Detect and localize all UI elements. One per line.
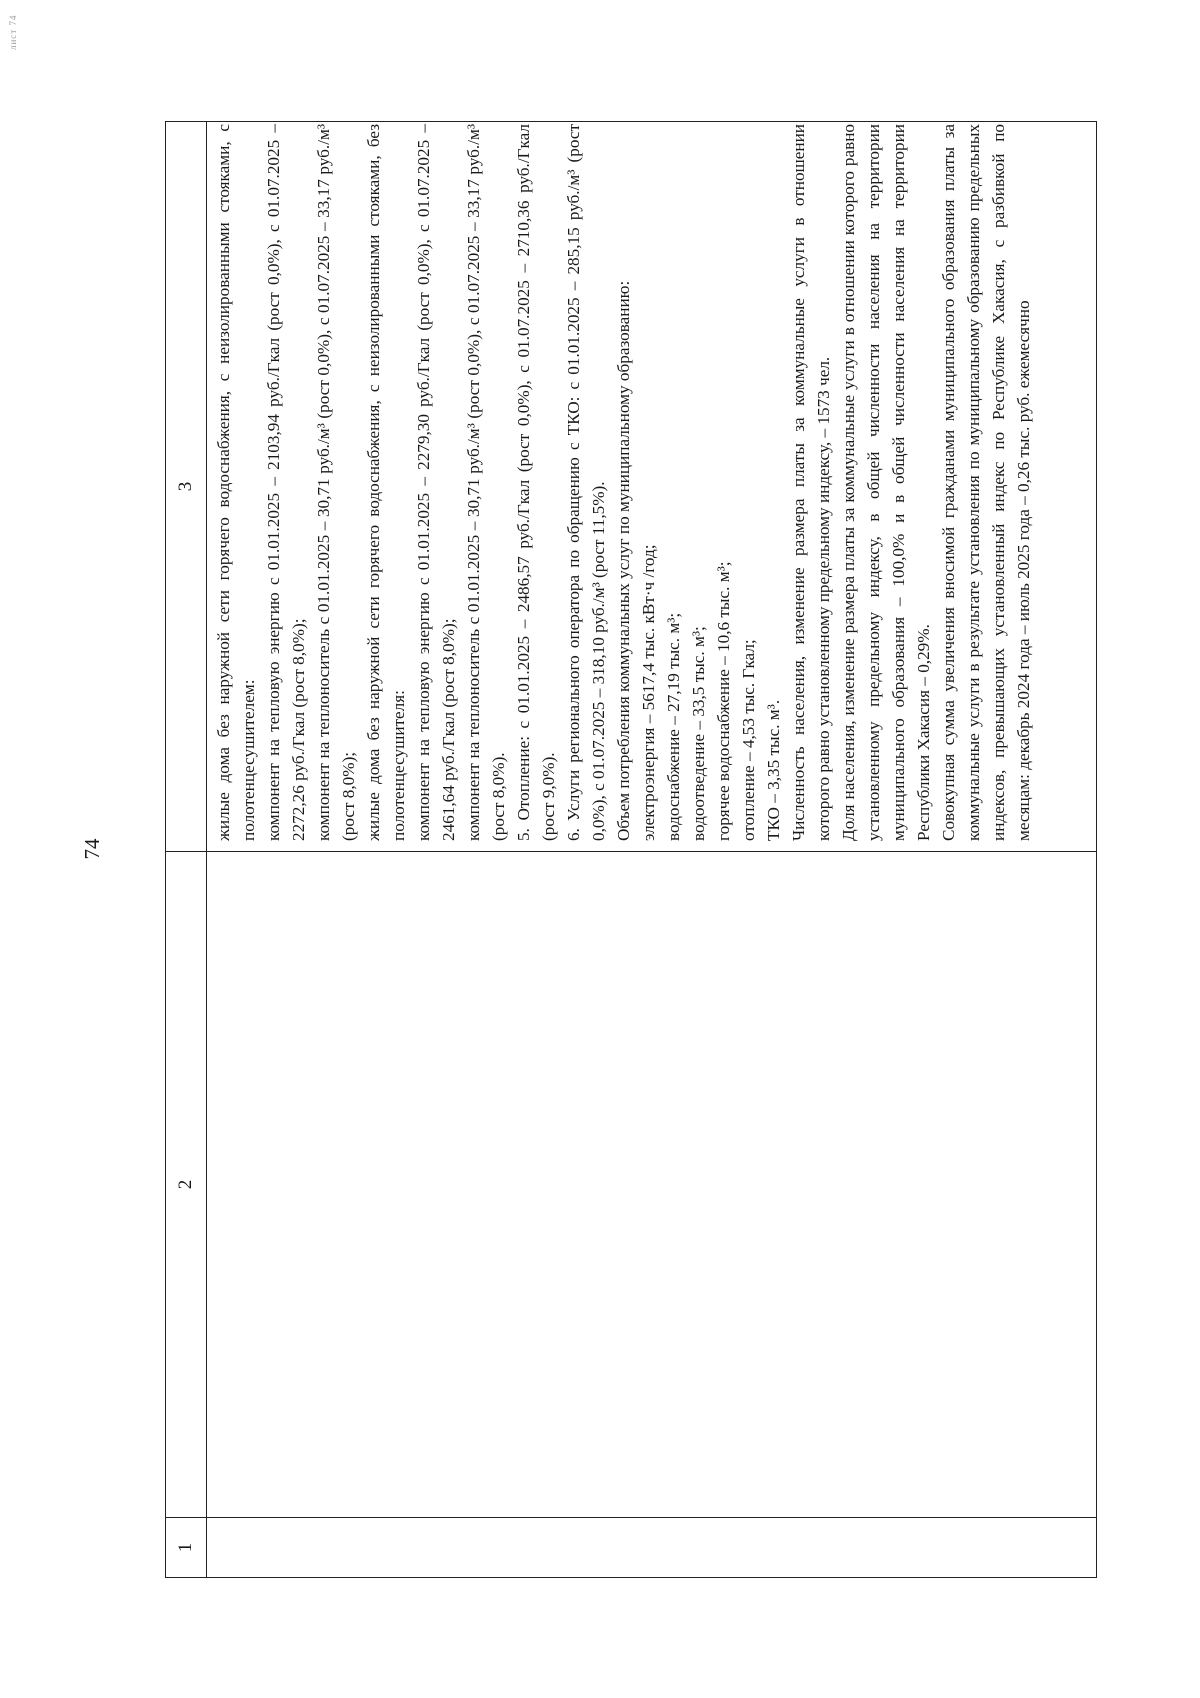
paragraph: Доля населения, изменение размера платы за коммунальные услуги в отношении которого равно установленному предельному индексу, в общей численности населения на территории муниципального образования – 100,0% и в общей численности населения на территории Республики Хакасия – 0,29%.	[839, 124, 933, 841]
cell-col-2	[207, 852, 1097, 1518]
page-number: 74	[80, 838, 104, 860]
list-item: отопление – 4,53 тыс. Гкал;	[739, 639, 758, 841]
list-item: ТКО – 3,35 тыс. м³.	[764, 699, 783, 841]
document-table	[165, 121, 1097, 1578]
paragraph: компонент на теплоноситель с 01.01.2025 – 30,71 руб./м³ (рост 0,0%), с 01.07.2025 – 33,17 руб./м³ (рост 8,0%).	[464, 124, 508, 841]
column-header-1: 1	[166, 1518, 207, 1578]
paragraph: Объем потребления коммунальных услуг по муниципальному образованию:	[614, 280, 633, 841]
list-item: водоснабжение – 27,19 тыс. м³;	[664, 612, 683, 841]
paragraph: компонент на теплоноситель с 01.01.2025 – 30,71 руб./м³ (рост 0,0%), с 01.07.2025 – 33,17 руб./м³ (рост 8,0%);	[314, 124, 358, 841]
paragraph: компонент на тепловую энергию с 01.01.2025 – 2103,94 руб./Гкал (рост 0,0%), с 01.07.2025 – 2272,26 руб./Гкал (рост 8,0%);	[264, 124, 308, 841]
paragraph: Совокупная сумма увеличения вносимой гражданами муниципального образования платы за коммунальные услуги в результате установления по муниципальному образованию предельных индексов, превышающих установленный индекс по Республике Хакасия, с разбивкой по месяцам: декабрь 2024 года – июль 2025 года – 0,26 тыс. руб. ежемесячно	[939, 124, 1033, 841]
table-row	[207, 122, 1097, 1578]
list-item: электроэнергия – 5617,4 тыс. кВт·ч /год;	[639, 544, 658, 841]
paragraph: 5. Отопление: с 01.01.2025 – 2486,57 руб./Гкал (рост 0,0%), с 01.07.2025 – 2710,36 руб./Гкал (рост 9,0%).	[514, 124, 558, 841]
paragraph: Численность населения, изменение размера платы за коммунальные услуги в отношении которого равно установленному предельному индексу, – 1573 чел.	[789, 124, 833, 841]
list-item: горячее водоснабжение – 10,6 тыс. м³;	[714, 561, 733, 841]
column-header-2: 2	[166, 852, 207, 1518]
paragraph: компонент на тепловую энергию с 01.01.2025 – 2279,30 руб./Гкал (рост 0,0%), с 01.07.2025 – 2461,64 руб./Гкал (рост 8,0%);	[414, 124, 458, 841]
list-item: водоотведение – 33,5 тыс. м³;	[689, 626, 708, 841]
table-header-row	[166, 122, 207, 1578]
paragraph: жилые дома без наружной сети горячего водоснабжения, с неизолированными стояками, с полотенцесушителем:	[214, 124, 258, 841]
cell-col-3	[207, 122, 1097, 852]
paragraph: 6. Услуги регионального оператора по обращению с ТКО: с 01.01.2025 – 285,15 руб./м³ (рост 0,0%), с 01.07.2025 – 318,10 руб./м³ (рост 11,5%).	[564, 124, 608, 841]
column-header-3: 3	[166, 122, 207, 852]
cell-col-1	[207, 1518, 1097, 1578]
paragraph: жилые дома без наружной сети горячего водоснабжения, с неизолированными стояками, без полотенцесушителя:	[364, 124, 408, 841]
scan-stamp: лист 74	[8, 14, 18, 50]
